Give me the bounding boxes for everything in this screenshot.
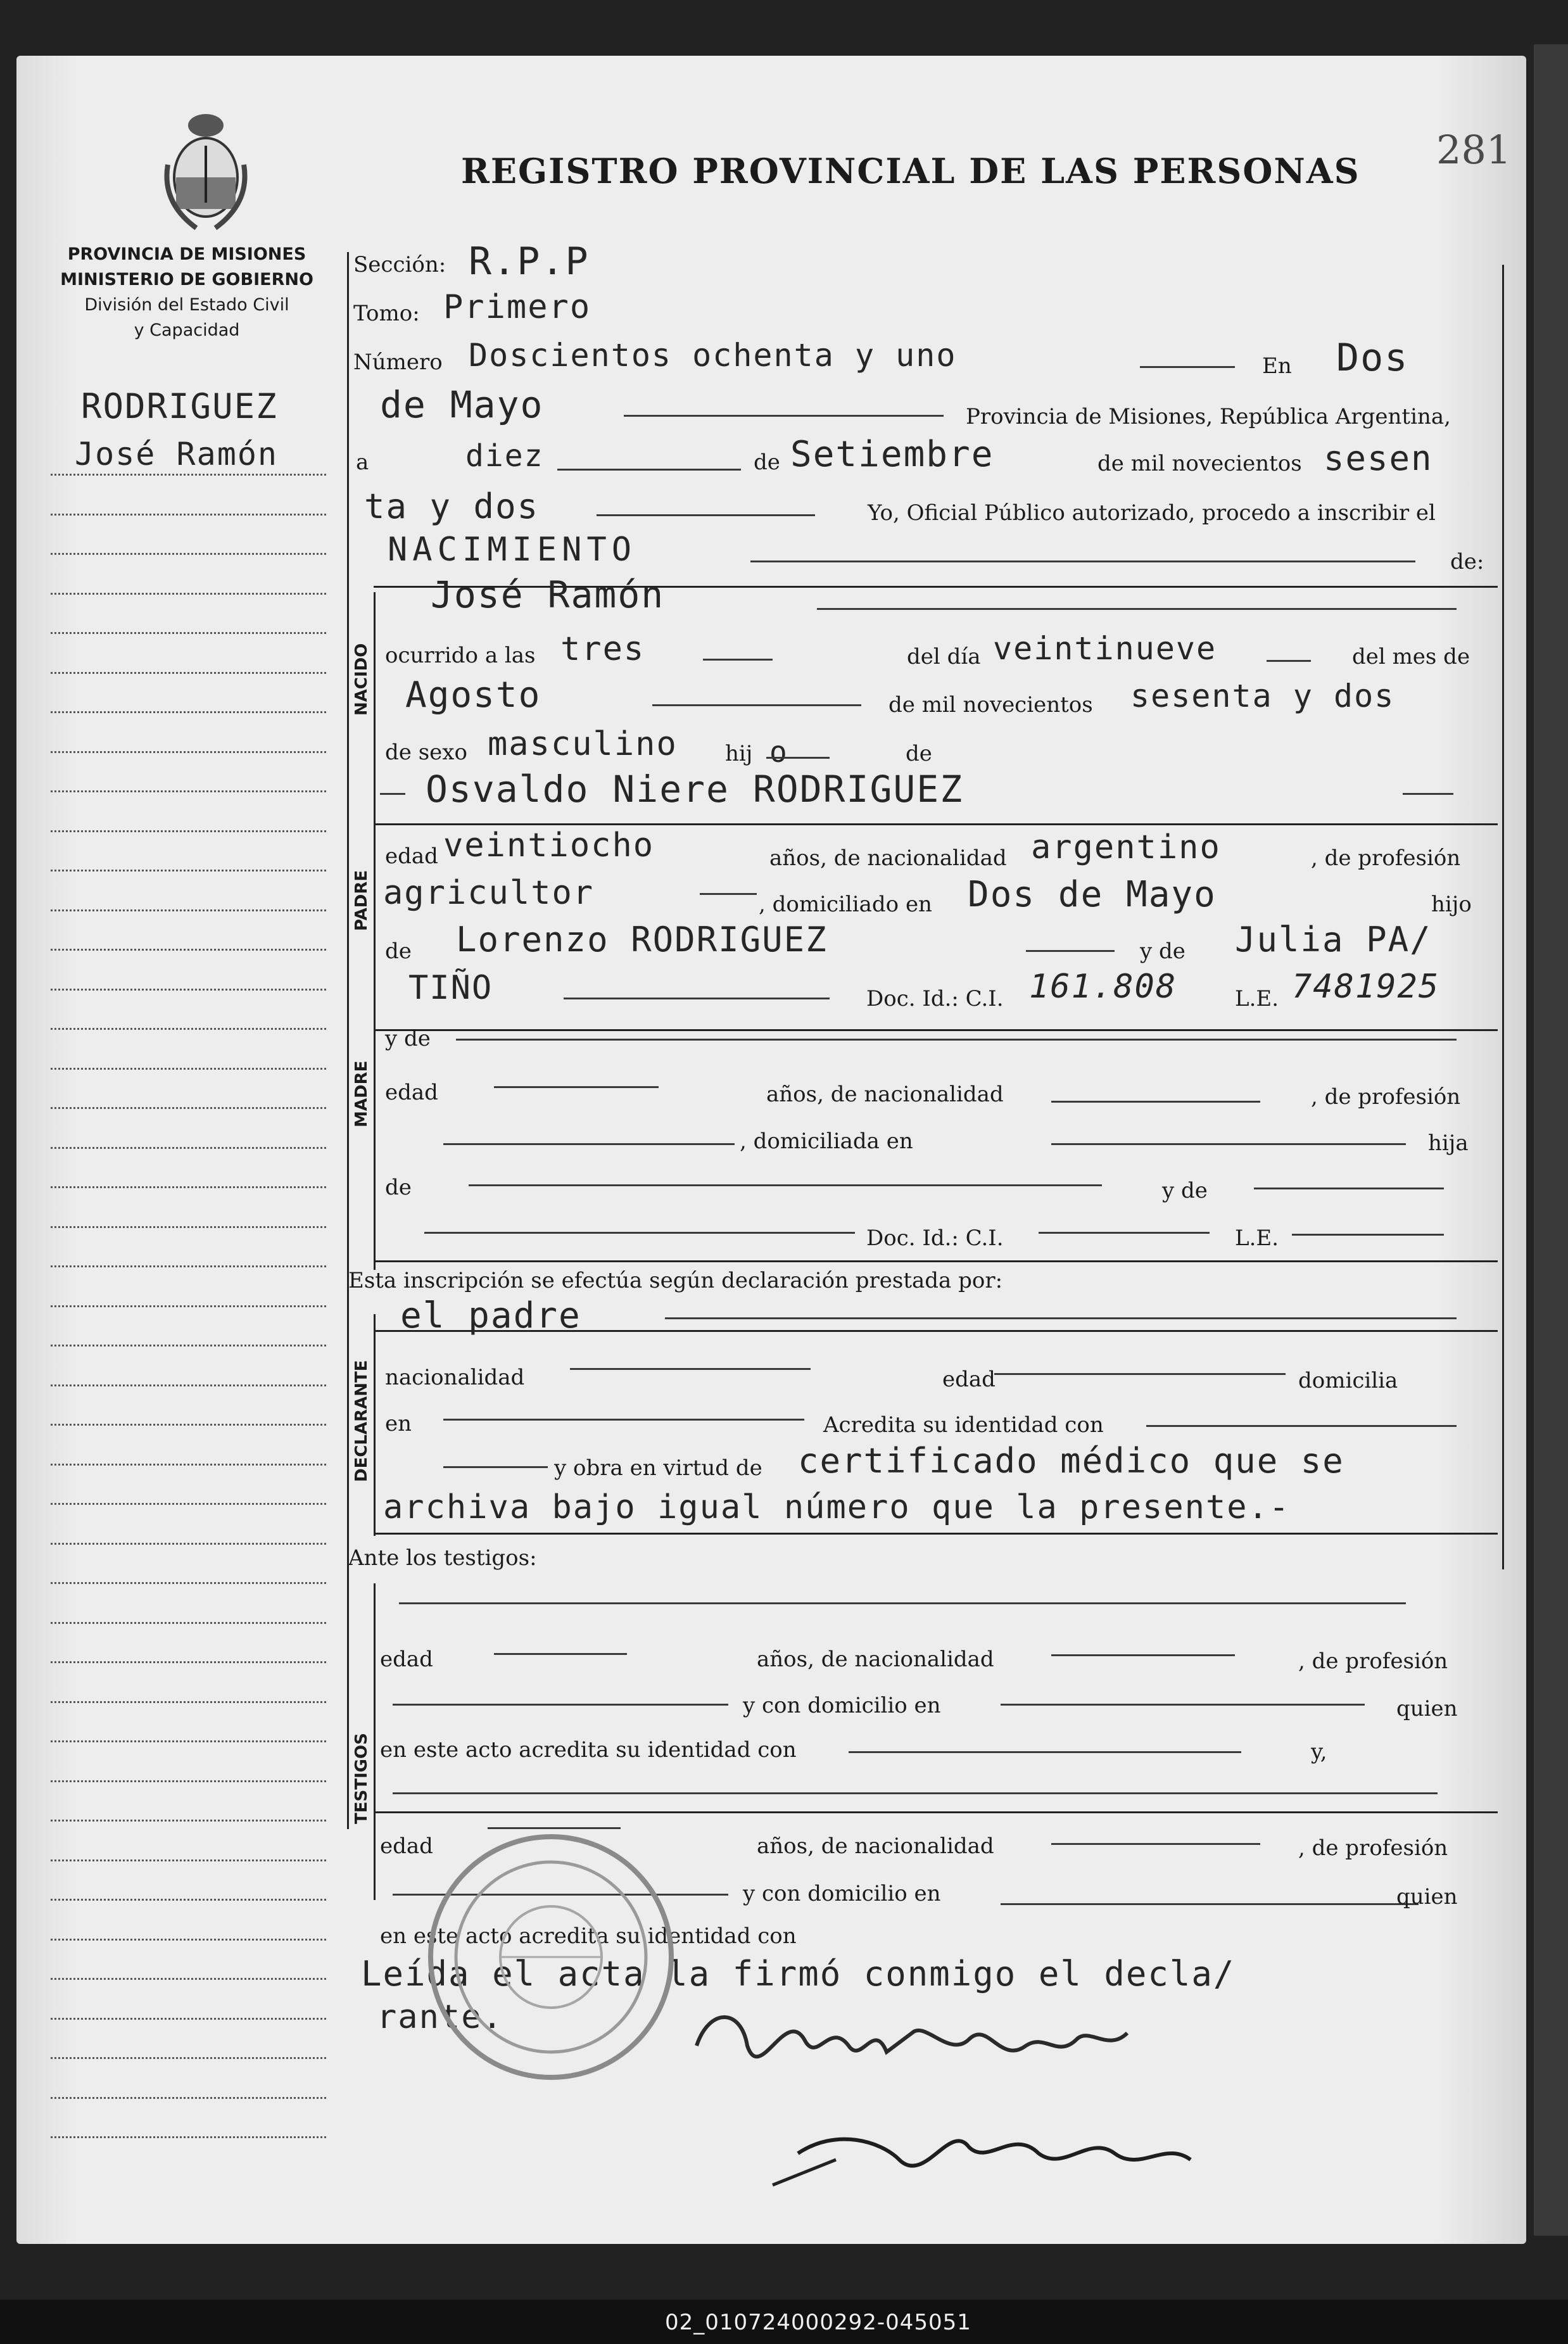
section-divider (374, 1029, 376, 1270)
margin-rule (51, 1978, 326, 1980)
madre-y-de2-label: y de (1162, 1178, 1208, 1203)
testigo1-dom-label: y con domicilio en (743, 1693, 941, 1718)
madre-le-label: L.E. (1235, 1226, 1279, 1251)
margin-rule (51, 1147, 326, 1149)
blank-line (564, 998, 830, 999)
testigo2-acredita-label: en este acto acredita su identidad con (380, 1923, 797, 1949)
margin-rule (51, 870, 326, 871)
reference-code: 02_010724000292-045051 (665, 2310, 971, 2335)
signature-official (798, 2139, 1191, 2166)
margin-rule (51, 2136, 326, 2138)
section-divider (374, 1314, 376, 1536)
section-label-nacido: NACIDO (352, 643, 371, 716)
section-divider (374, 1583, 376, 1900)
official-seal-stamp (418, 1824, 684, 2090)
madre-doc-label: Doc. Id.: C.I. (866, 1226, 1004, 1251)
de-colon-label: de: (1450, 549, 1484, 574)
margin-rule (51, 1068, 326, 1070)
closing-text-part1: Leída el acta la firmó conmigo el decla/ (361, 1954, 1236, 1994)
hora-value: tres (560, 630, 645, 668)
form-right-border (1502, 265, 1504, 1569)
date-a-label: a (356, 450, 369, 475)
en-label: En (1262, 353, 1292, 379)
declarante-virtud-value-part1: certificado médico que se (798, 1441, 1344, 1481)
testigo2-nac-label: años, de nacionalidad (757, 1834, 994, 1859)
testigo1-quien-label: quien (1396, 1696, 1458, 1721)
padre-de-padre-value: Lorenzo RODRIGUEZ (456, 920, 828, 960)
padre-prof-value: agricultor (383, 874, 595, 912)
blank-line (994, 1373, 1286, 1375)
closing-text-part2: rante. (377, 1998, 503, 2036)
margin-rule (51, 514, 326, 516)
testigo1-acredita-label: en este acto acredita su identidad con (380, 1737, 797, 1763)
madre-nac-label: años, de nacionalidad (766, 1082, 1004, 1107)
margin-rule (51, 474, 326, 476)
office-line-ministry: MINISTERIO DE GOBIERNO (60, 270, 313, 289)
nacido-parent-name: Osvaldo Niere RODRIGUEZ (426, 768, 964, 811)
dia-label: del día (907, 644, 981, 669)
blank-line (443, 1419, 804, 1421)
padre-madre-value-part2: TIÑO (408, 969, 493, 1007)
madre-prof-label: , de profesión (1311, 1084, 1461, 1110)
seccion-label: Sección: (353, 252, 446, 277)
margin-rule (51, 790, 326, 792)
margin-rule (51, 1740, 326, 1742)
blank-line (494, 1086, 659, 1088)
blank-line (399, 1602, 1406, 1604)
blank-line (469, 1184, 1102, 1186)
coat-of-arms-emblem (158, 108, 253, 234)
padre-edad-label: edad (385, 844, 438, 869)
hora-label: ocurrido a las (385, 643, 536, 668)
document-title: REGISTRO PROVINCIAL DE LAS PERSONAS (461, 151, 1360, 191)
margin-rule (51, 672, 326, 674)
margin-rule (51, 711, 326, 713)
margin-rule (51, 2057, 326, 2059)
padre-le-label: L.E. (1235, 986, 1279, 1011)
blank-line (1026, 950, 1115, 952)
blank-line (1001, 1704, 1365, 1706)
margin-rule (51, 593, 326, 595)
testigos-intro: Ante los testigos: (348, 1545, 537, 1571)
margin-rule (51, 1345, 326, 1346)
blank-line (1254, 1188, 1444, 1189)
blank-line (766, 757, 830, 759)
mes-label: del mes de (1352, 644, 1470, 669)
padre-y-de-label: y de (1140, 939, 1185, 964)
seccion-value: R.P.P (469, 239, 590, 284)
blank-line (665, 1317, 1457, 1319)
rule (374, 1533, 1498, 1535)
place-value-part2: de Mayo (380, 383, 544, 426)
sexo-label: de sexo (385, 740, 467, 765)
testigo2-dom-label: y con domicilio en (743, 1881, 941, 1906)
anio-label: de mil novecientos (888, 692, 1093, 718)
place-value-part1: Dos (1336, 336, 1409, 380)
padre-nac-value: argentino (1031, 828, 1221, 866)
office-line-capacity: y Capacidad (134, 320, 240, 340)
section-label-testigos: TESTIGOS (352, 1733, 371, 1824)
blank-line (624, 415, 944, 417)
padre-le-value: 7481925 (1292, 968, 1440, 1006)
blank-line (1051, 1101, 1260, 1103)
madre-hija-label: hija (1428, 1131, 1469, 1156)
year-text: de mil novecientos (1097, 451, 1302, 476)
child-name-value: José Ramón (431, 573, 665, 616)
testigo2-edad-label: edad (380, 1834, 433, 1859)
margin-rule (51, 1028, 326, 1030)
office-line-division: División del Estado Civil (84, 295, 289, 315)
margin-rule (51, 751, 326, 753)
month-de-label: de (754, 450, 780, 475)
rule (374, 1811, 1498, 1813)
blank-line (443, 1466, 548, 1468)
blank-line (849, 1751, 1241, 1753)
month-value: Setiembre (790, 434, 994, 475)
nacido-de-label: de (906, 741, 932, 766)
blank-line (1140, 366, 1235, 368)
blank-line (1292, 1234, 1444, 1236)
padre-dom-value: Dos de Mayo (968, 874, 1217, 915)
blank-line (700, 893, 757, 895)
margin-rule (51, 2097, 326, 2099)
blank-line (443, 1143, 735, 1145)
section-label-madre: MADRE (352, 1060, 371, 1127)
declarante-en-label: en (385, 1411, 412, 1436)
margin-rule (51, 830, 326, 832)
margin-rule (51, 1107, 326, 1109)
blank-line (1051, 1143, 1406, 1145)
margin-rule (51, 1424, 326, 1426)
declarante-virtud-label: y obra en virtud de (554, 1455, 762, 1481)
hijo-suffix: o (769, 735, 788, 769)
blank-line (750, 561, 1415, 562)
day-value: diez (465, 438, 544, 474)
year-value-part1: sesen (1324, 438, 1433, 478)
blank-line (1001, 1903, 1419, 1905)
office-line-province: PROVINCIA DE MISIONES (67, 244, 307, 264)
margin-rule (51, 1265, 326, 1267)
anio-value: sesenta y dos (1130, 678, 1395, 714)
blank-line (393, 1704, 728, 1706)
margin-rule (51, 1820, 326, 1821)
padre-madre-value-part1: Julia PA/ (1235, 920, 1432, 960)
declarante-nac-label: nacionalidad (385, 1365, 525, 1390)
blank-line (380, 793, 405, 795)
madre-de-label: de (385, 1175, 412, 1200)
blank-line (1403, 793, 1453, 795)
margin-rule (51, 1582, 326, 1584)
declarante-virtud-value-part2: archiva bajo igual número que la presente.- (383, 1488, 1291, 1526)
blank-line (1267, 660, 1311, 662)
declarante-value: el padre (400, 1295, 581, 1336)
blank-line (494, 1653, 627, 1655)
blank-line (570, 1368, 811, 1370)
dia-value: veintinueve (993, 630, 1217, 667)
declarante-intro: Esta inscripción se efectúa según declaración prestada por: (348, 1268, 1003, 1293)
blank-line (557, 469, 741, 471)
tomo-label: Tomo: (353, 301, 420, 326)
margin-rule (51, 1543, 326, 1545)
margin-rule (51, 553, 326, 555)
margin-rule (51, 1464, 326, 1466)
margin-surname: RODRIGUEZ (81, 386, 278, 426)
blank-line (1051, 1843, 1260, 1845)
margin-rule (51, 1780, 326, 1782)
mes-value: Agosto (405, 675, 541, 716)
padre-hijo-label: hijo (1431, 892, 1472, 917)
madre-dom-label: , domiciliada en (740, 1129, 913, 1154)
margin-rule (51, 989, 326, 991)
blank-line (1039, 1232, 1210, 1234)
padre-prof-label: , de profesión (1311, 846, 1461, 871)
madre-y-de-label: y de (385, 1026, 431, 1051)
blank-line (652, 704, 861, 706)
blank-line (817, 608, 1457, 610)
book-spine (1534, 44, 1568, 2236)
year-value-part2: ta y dos (364, 486, 540, 526)
form-left-border (347, 252, 349, 1829)
madre-edad-label: edad (385, 1080, 438, 1105)
margin-rule (51, 1226, 326, 1228)
margin-rule (51, 1622, 326, 1624)
rule (374, 823, 1498, 825)
declarante-acredita-label: Acredita su identidad con (823, 1412, 1104, 1438)
testigo1-nac-label: años, de nacionalidad (757, 1647, 994, 1672)
declarante-dom-label: domicilia (1298, 1368, 1398, 1393)
margin-rule (51, 909, 326, 911)
section-divider (374, 823, 376, 1058)
margin-given-names: José Ramón (75, 436, 279, 472)
margin-rule (51, 2018, 326, 2020)
padre-nac-label: años, de nacionalidad (769, 846, 1007, 871)
margin-rule (51, 1661, 326, 1663)
testigo2-quien-label: quien (1396, 1884, 1458, 1910)
padre-doc-value: 161.808 (1029, 968, 1177, 1006)
margin-rule (51, 1701, 326, 1703)
blank-line (424, 1232, 855, 1234)
margin-rule (51, 1305, 326, 1307)
rule (374, 1029, 1498, 1031)
blank-line (703, 659, 773, 661)
blank-line (456, 1039, 1457, 1041)
padre-edad-value: veintiocho (443, 827, 655, 865)
blank-line (597, 514, 815, 516)
section-label-declarante: DECLARANTE (352, 1360, 371, 1482)
padre-dom-label: , domiciliado en (759, 892, 932, 917)
numero-label: Número (353, 350, 443, 375)
oficial-text: Yo, Oficial Público autorizado, procedo a inscribir el (868, 500, 1436, 526)
signature-declarante (697, 2017, 1127, 2056)
signatures (671, 1995, 1305, 2210)
testigo1-y-label: y, (1311, 1739, 1327, 1764)
blank-line (1146, 1425, 1457, 1427)
margin-rule (51, 1859, 326, 1861)
act-type-value: NACIMIENTO (388, 531, 637, 569)
declarante-edad-label: edad (942, 1367, 996, 1392)
margin-rule (51, 1186, 326, 1188)
hijo-label: hij (725, 741, 753, 766)
blank-line (1051, 1654, 1235, 1656)
rule (374, 1260, 1498, 1262)
tomo-value: Primero (443, 288, 591, 326)
page-number: 281 (1436, 127, 1512, 173)
numero-value: Doscientos ochenta y uno (469, 337, 957, 374)
testigo1-prof-label: , de profesión (1298, 1649, 1448, 1674)
margin-rule (51, 1899, 326, 1901)
margin-rule (51, 1384, 326, 1386)
margin-rule (51, 1939, 326, 1941)
margin-rule (51, 632, 326, 634)
testigo2-prof-label: , de profesión (1298, 1835, 1448, 1861)
margin-rule (51, 949, 326, 951)
padre-doc-label: Doc. Id.: C.I. (866, 986, 1004, 1011)
margin-rule (51, 1503, 326, 1505)
testigo1-edad-label: edad (380, 1647, 433, 1672)
section-label-padre: PADRE (352, 870, 371, 931)
sexo-value: masculino (488, 725, 678, 763)
blank-line (393, 1792, 1438, 1794)
province-text: Provincia de Misiones, República Argentina, (966, 404, 1451, 429)
padre-de-label: de (385, 939, 412, 964)
issuing-office (38, 242, 336, 343)
